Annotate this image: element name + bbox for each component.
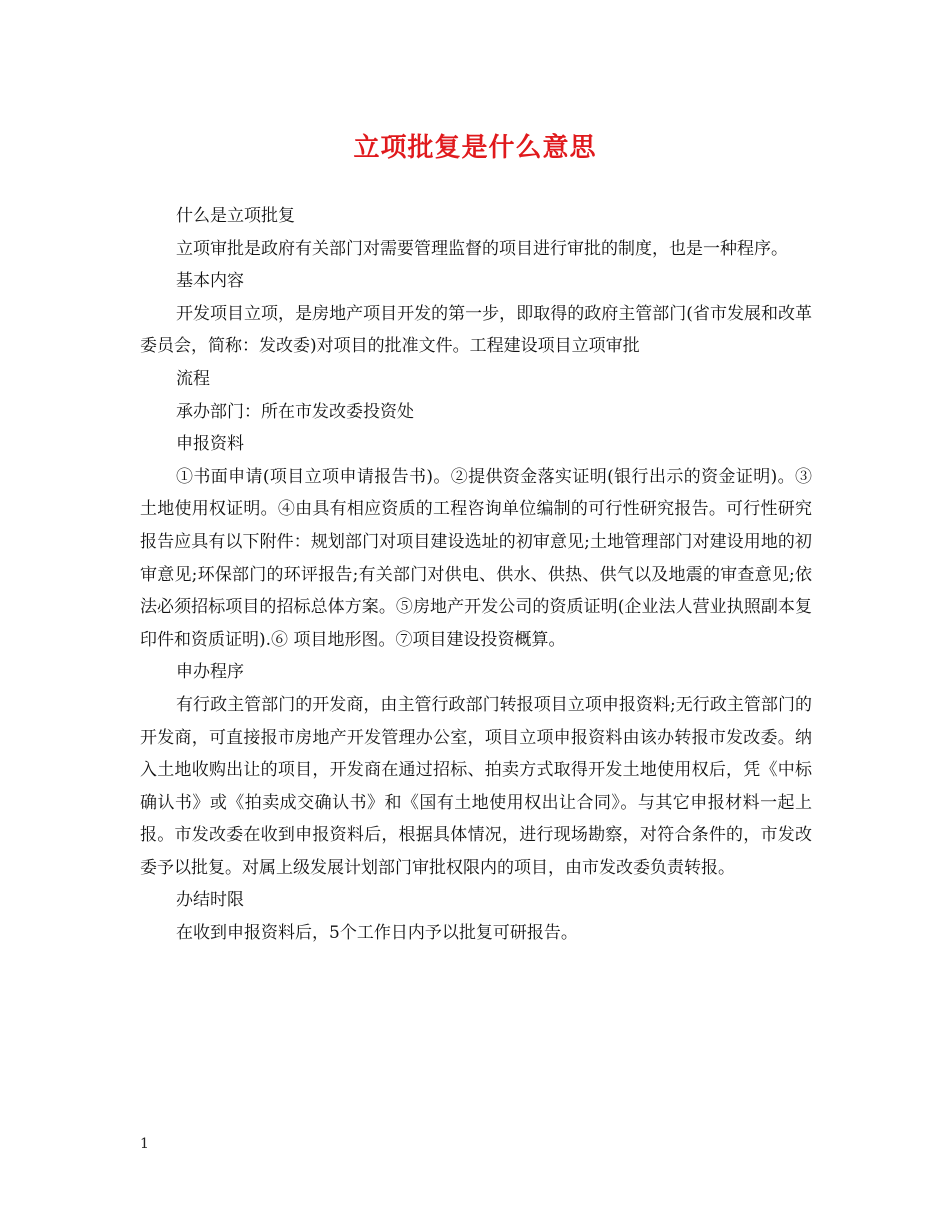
paragraph-basic-content: 开发项目立项，是房地产项目开发的第一步，即取得的政府主管部门(省市发展和改革委员会，简称：发改委)对项目的批准文件。工程建设项目立项审批 (140, 303, 812, 357)
paragraph-materials: ①书面申请(项目立项申请报告书)。②提供资金落实证明(银行出示的资金证明)。③土地使用权证明。④由具有相应资质的工程咨询单位编制的可行性研究报告。可行性研究报告应具有以下附件：规划部门对项目建设选址的初审意见;土地管理部门对建设用地的初审意见;环保部门的环评报告;有关部门对供电、供水、供热、供气以及地震的审查意见;依法必须招标项目的招标总体方案。⑤房地产开发公司的资质证明(企业法人营业执照副本复印件和资质证明).⑥ 项目地形图。⑦项目建设投资概算。 (140, 466, 812, 650)
section-heading-procedure: 申办程序 (176, 662, 244, 683)
section-heading-what-is: 什么是立项批复 (176, 206, 295, 226)
page-number: 1 (140, 1136, 149, 1152)
paragraph-procedure: 有行政主管部门的开发商，由主管行政部门转报项目立项申报资料;无行政主管部门的开发商，可直接报市房地产开发管理办公室，项目立项申报资料由该办转报市发改委。纳入土地收购出让的项目，开发商在通过招标、拍卖方式取得开发土地使用权后，凭《中标确认书》或《拍卖成交确认书》和《国有土地使用权出让合同》。与其它申报材料一起上报。市发改委在收到申报资料后，根据具体情况，进行现场勘察，对符合条件的，市发改委予以批复。对属上级发展计划部门审批权限内的项目，由市发改委负责转报。 (140, 694, 812, 878)
paragraph-department: 承办部门：所在市发改委投资处 (176, 401, 414, 422)
document-title: 立项批复是什么意思 (353, 133, 597, 163)
section-heading-materials: 申报资料 (176, 434, 244, 455)
section-heading-basic-content: 基本内容 (176, 271, 244, 292)
document-body (140, 200, 812, 950)
paragraph-definition: 立项审批是政府有关部门对需要管理监督的项目进行审批的制度，也是一种程序。 (176, 238, 788, 259)
paragraph-time-limit: 在收到申报资料后，5个工作日内予以批复可研报告。 (176, 923, 578, 944)
section-heading-time-limit: 办结时限 (176, 890, 244, 911)
section-heading-process: 流程 (176, 368, 210, 389)
